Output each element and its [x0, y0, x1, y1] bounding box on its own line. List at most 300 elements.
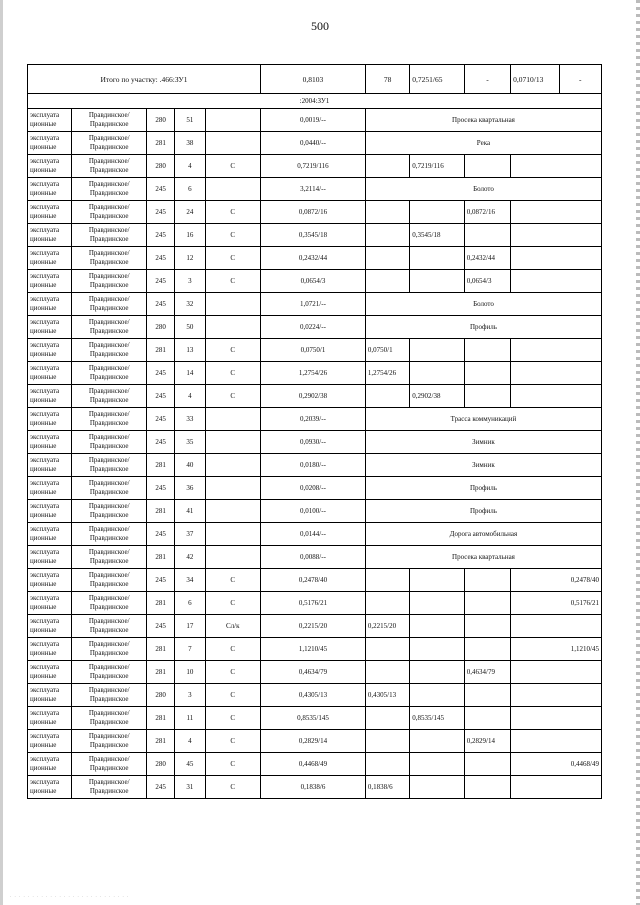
table-row	[28, 454, 602, 477]
cell-col-4	[511, 684, 602, 707]
table-row	[28, 569, 602, 592]
cell-col-2	[410, 569, 464, 592]
cell-forestry: Правдинское/ Правдинское	[72, 615, 147, 638]
cell-col-1	[365, 224, 409, 247]
cell-land-note: Зимник	[365, 454, 601, 477]
cell-col-1	[365, 707, 409, 730]
scan-edge-right	[636, 0, 640, 905]
cell-usage-type: эксплуата ционные	[28, 730, 72, 753]
cell-col-4	[511, 247, 602, 270]
table-row	[28, 316, 602, 339]
cell-area: 0,0750/1	[261, 339, 366, 362]
cell-col-2	[410, 661, 464, 684]
cell-col-4: 1,1210/45	[511, 638, 602, 661]
cell-col-4	[511, 224, 602, 247]
cell-plot: 10	[175, 661, 205, 684]
cell-col-1	[365, 592, 409, 615]
cell-quarter: 280	[147, 109, 175, 132]
cell-category: С	[205, 753, 261, 776]
cell-land-note: Река	[365, 132, 601, 155]
cell-col-1	[365, 638, 409, 661]
cell-col-4	[511, 155, 602, 178]
cell-usage-type: эксплуата ционные	[28, 224, 72, 247]
cell-area: 0,2902/38	[261, 385, 366, 408]
section-title: :2004:ЗУ1	[28, 94, 602, 109]
cell-col-3	[464, 224, 510, 247]
cell-area: 0,0930/--	[261, 431, 366, 454]
table-row	[28, 201, 602, 224]
cell-forestry: Правдинское/ Правдинское	[72, 546, 147, 569]
cell-col-3	[464, 776, 510, 799]
cell-col-4: 0,5176/21	[511, 592, 602, 615]
cell-col-1	[365, 385, 409, 408]
cell-plot: 11	[175, 707, 205, 730]
table-row	[28, 776, 602, 799]
cell-quarter: 245	[147, 270, 175, 293]
cell-col-4: 0,4468/49	[511, 753, 602, 776]
cell-forestry: Правдинское/ Правдинское	[72, 224, 147, 247]
cell-col-2	[410, 730, 464, 753]
cell-category: С	[205, 270, 261, 293]
cell-forestry: Правдинское/ Правдинское	[72, 247, 147, 270]
cell-col-1: 0,0750/1	[365, 339, 409, 362]
cell-col-2	[410, 753, 464, 776]
cell-category	[205, 316, 261, 339]
cell-plot: 34	[175, 569, 205, 592]
cell-col-2	[410, 684, 464, 707]
cell-plot: 42	[175, 546, 205, 569]
cell-area: 0,4305/13	[261, 684, 366, 707]
cell-plot: 32	[175, 293, 205, 316]
cell-land-note: Зимник	[365, 431, 601, 454]
cell-category: С	[205, 730, 261, 753]
cell-area: 1,1210/45	[261, 638, 366, 661]
cell-plot: 14	[175, 362, 205, 385]
cell-area: 0,0180/--	[261, 454, 366, 477]
cell-land-note: Трасса коммуникаций	[365, 408, 601, 431]
cell-col-2: 0,2902/38	[410, 385, 464, 408]
table-row	[28, 385, 602, 408]
cell-col-2: 0,3545/18	[410, 224, 464, 247]
cell-category	[205, 408, 261, 431]
cell-col-4	[511, 270, 602, 293]
cell-usage-type: эксплуата ционные	[28, 638, 72, 661]
table-row	[28, 270, 602, 293]
cell-forestry: Правдинское/ Правдинское	[72, 431, 147, 454]
total-v3: 0,0710/13	[511, 65, 559, 94]
table-row	[28, 707, 602, 730]
cell-forestry: Правдинское/ Правдинское	[72, 638, 147, 661]
table-row	[28, 661, 602, 684]
cell-col-3: 0,0654/3	[464, 270, 510, 293]
cell-col-2	[410, 592, 464, 615]
total-v4: -	[559, 65, 601, 94]
cell-area: 0,0019/--	[261, 109, 366, 132]
total-v2: -	[464, 65, 510, 94]
page-number: 500	[311, 19, 329, 33]
cell-quarter: 280	[147, 684, 175, 707]
cell-col-1	[365, 155, 409, 178]
cell-plot: 37	[175, 523, 205, 546]
cell-col-2	[410, 201, 464, 224]
cell-plot: 35	[175, 431, 205, 454]
cell-area: 0,2478/40	[261, 569, 366, 592]
table-row	[28, 615, 602, 638]
cell-usage-type: эксплуата ционные	[28, 523, 72, 546]
cell-usage-type: эксплуата ционные	[28, 753, 72, 776]
cell-plot: 6	[175, 592, 205, 615]
cell-quarter: 245	[147, 247, 175, 270]
cell-forestry: Правдинское/ Правдинское	[72, 155, 147, 178]
cell-col-3	[464, 753, 510, 776]
cell-quarter: 245	[147, 293, 175, 316]
cell-quarter: 281	[147, 638, 175, 661]
cell-col-2	[410, 615, 464, 638]
cell-quarter: 245	[147, 569, 175, 592]
cell-category: С	[205, 569, 261, 592]
cell-forestry: Правдинское/ Правдинское	[72, 316, 147, 339]
cell-col-3: 0,0872/16	[464, 201, 510, 224]
table-row	[28, 224, 602, 247]
table-row	[28, 684, 602, 707]
table-row	[28, 408, 602, 431]
total-area: 0,8103	[261, 65, 366, 94]
cell-usage-type: эксплуата ционные	[28, 201, 72, 224]
cell-quarter: 281	[147, 546, 175, 569]
cell-category: С	[205, 638, 261, 661]
cell-category: С	[205, 385, 261, 408]
cell-forestry: Правдинское/ Правдинское	[72, 109, 147, 132]
total-row	[28, 65, 602, 94]
cell-usage-type: эксплуата ционные	[28, 316, 72, 339]
cell-category	[205, 431, 261, 454]
cell-usage-type: эксплуата ционные	[28, 247, 72, 270]
cell-forestry: Правдинское/ Правдинское	[72, 408, 147, 431]
cell-usage-type: эксплуата ционные	[28, 684, 72, 707]
cell-area: 0,2215/20	[261, 615, 366, 638]
cell-col-3	[464, 362, 510, 385]
cell-forestry: Правдинское/ Правдинское	[72, 270, 147, 293]
cell-plot: 3	[175, 684, 205, 707]
table-row	[28, 523, 602, 546]
cell-col-3	[464, 638, 510, 661]
table-row	[28, 293, 602, 316]
cell-area: 0,0224/--	[261, 316, 366, 339]
table-row	[28, 546, 602, 569]
total-label: Итого по участку: .466:ЗУ1	[28, 65, 261, 94]
cell-quarter: 281	[147, 707, 175, 730]
cell-usage-type: эксплуата ционные	[28, 454, 72, 477]
cell-forestry: Правдинское/ Правдинское	[72, 661, 147, 684]
cell-usage-type: эксплуата ционные	[28, 155, 72, 178]
cell-col-4	[511, 776, 602, 799]
cell-quarter: 245	[147, 431, 175, 454]
cell-plot: 50	[175, 316, 205, 339]
cell-col-1: 0,2215/20	[365, 615, 409, 638]
cell-plot: 40	[175, 454, 205, 477]
cell-area: 0,0654/3	[261, 270, 366, 293]
cell-col-1: 1,2754/26	[365, 362, 409, 385]
cell-area: 0,5176/21	[261, 592, 366, 615]
cell-usage-type: эксплуата ционные	[28, 178, 72, 201]
cell-category: С	[205, 339, 261, 362]
cell-usage-type: эксплуата ционные	[28, 776, 72, 799]
cell-quarter: 245	[147, 224, 175, 247]
cell-forestry: Правдинское/ Правдинское	[72, 707, 147, 730]
cell-quarter: 281	[147, 132, 175, 155]
cell-usage-type: эксплуата ционные	[28, 592, 72, 615]
cell-col-2: 0,8535/145	[410, 707, 464, 730]
cell-quarter: 245	[147, 362, 175, 385]
cell-area: 0,7219/116	[261, 155, 366, 178]
cell-plot: 33	[175, 408, 205, 431]
forest-area-table	[27, 64, 602, 799]
cell-category	[205, 293, 261, 316]
cell-usage-type: эксплуата ционные	[28, 385, 72, 408]
cell-category	[205, 178, 261, 201]
cell-area: 3,2114/--	[261, 178, 366, 201]
cell-col-3	[464, 569, 510, 592]
cell-plot: 51	[175, 109, 205, 132]
cell-forestry: Правдинское/ Правдинское	[72, 178, 147, 201]
cell-quarter: 245	[147, 477, 175, 500]
cell-quarter: 245	[147, 385, 175, 408]
table-row	[28, 155, 602, 178]
cell-col-2	[410, 776, 464, 799]
cell-col-3: 0,2829/14	[464, 730, 510, 753]
cell-quarter: 280	[147, 155, 175, 178]
cell-land-note: Профиль	[365, 316, 601, 339]
cell-quarter: 245	[147, 201, 175, 224]
cell-forestry: Правдинское/ Правдинское	[72, 753, 147, 776]
cell-area: 0,2829/14	[261, 730, 366, 753]
cell-land-note: Просека квартальная	[365, 109, 601, 132]
cell-quarter: 245	[147, 776, 175, 799]
cell-category: С	[205, 155, 261, 178]
cell-col-2	[410, 638, 464, 661]
cell-category: С	[205, 247, 261, 270]
cell-plot: 4	[175, 155, 205, 178]
cell-area: 0,1838/6	[261, 776, 366, 799]
cell-col-1: 0,4305/13	[365, 684, 409, 707]
cell-land-note: Болото	[365, 293, 601, 316]
cell-area: 1,0721/--	[261, 293, 366, 316]
cell-col-4: 0,2478/40	[511, 569, 602, 592]
cell-category	[205, 546, 261, 569]
cell-plot: 6	[175, 178, 205, 201]
cell-category: С	[205, 224, 261, 247]
cell-col-4	[511, 707, 602, 730]
cell-area: 0,4634/79	[261, 661, 366, 684]
cell-forestry: Правдинское/ Правдинское	[72, 385, 147, 408]
cell-quarter: 281	[147, 454, 175, 477]
cell-category: С	[205, 707, 261, 730]
cell-category: С	[205, 776, 261, 799]
cell-col-4	[511, 615, 602, 638]
cell-category: С	[205, 661, 261, 684]
table-row	[28, 753, 602, 776]
cell-usage-type: эксплуата ционные	[28, 661, 72, 684]
cell-plot: 16	[175, 224, 205, 247]
cell-forestry: Правдинское/ Правдинское	[72, 454, 147, 477]
cell-col-1	[365, 569, 409, 592]
cell-col-1	[365, 270, 409, 293]
cell-col-1: 0,1838/6	[365, 776, 409, 799]
cell-usage-type: эксплуата ционные	[28, 431, 72, 454]
cell-plot: 13	[175, 339, 205, 362]
cell-plot: 17	[175, 615, 205, 638]
cell-col-1	[365, 661, 409, 684]
cell-usage-type: эксплуата ционные	[28, 707, 72, 730]
cell-usage-type: эксплуата ционные	[28, 477, 72, 500]
cell-category: С	[205, 592, 261, 615]
cell-col-4	[511, 385, 602, 408]
cell-plot: 12	[175, 247, 205, 270]
cell-area: 0,3545/18	[261, 224, 366, 247]
cell-area: 0,0208/--	[261, 477, 366, 500]
cell-forestry: Правдинское/ Правдинское	[72, 592, 147, 615]
cell-forestry: Правдинское/ Правдинское	[72, 684, 147, 707]
cell-area: 0,0144/--	[261, 523, 366, 546]
cell-col-4	[511, 730, 602, 753]
table-row	[28, 178, 602, 201]
cell-col-3	[464, 339, 510, 362]
table-row	[28, 132, 602, 155]
cell-area: 0,0088/--	[261, 546, 366, 569]
cell-col-2: 0,7219/116	[410, 155, 464, 178]
cell-quarter: 245	[147, 178, 175, 201]
table-row	[28, 592, 602, 615]
cell-area: 0,2039/--	[261, 408, 366, 431]
scan-edge-left	[0, 0, 3, 905]
cell-forestry: Правдинское/ Правдинское	[72, 500, 147, 523]
cell-category: С	[205, 201, 261, 224]
cell-usage-type: эксплуата ционные	[28, 132, 72, 155]
cell-usage-type: эксплуата ционные	[28, 293, 72, 316]
cell-usage-type: эксплуата ционные	[28, 500, 72, 523]
cell-col-4	[511, 201, 602, 224]
cell-col-2	[410, 362, 464, 385]
cell-land-note: Профиль	[365, 477, 601, 500]
cell-col-3	[464, 385, 510, 408]
cell-col-2	[410, 247, 464, 270]
cell-usage-type: эксплуата ционные	[28, 569, 72, 592]
cell-col-3: 0,2432/44	[464, 247, 510, 270]
table-row	[28, 477, 602, 500]
cell-area: 0,8535/145	[261, 707, 366, 730]
cell-usage-type: эксплуата ционные	[28, 270, 72, 293]
cell-category	[205, 523, 261, 546]
cell-col-1	[365, 247, 409, 270]
table-row	[28, 109, 602, 132]
cell-quarter: 245	[147, 408, 175, 431]
cell-plot: 36	[175, 477, 205, 500]
cell-category	[205, 132, 261, 155]
cell-usage-type: эксплуата ционные	[28, 362, 72, 385]
cell-col-1	[365, 753, 409, 776]
cell-quarter: 245	[147, 523, 175, 546]
cell-area: 0,0440/--	[261, 132, 366, 155]
table-row	[28, 431, 602, 454]
cell-quarter: 281	[147, 500, 175, 523]
cell-quarter: 281	[147, 661, 175, 684]
cell-quarter: 280	[147, 316, 175, 339]
cell-quarter: 281	[147, 592, 175, 615]
cell-col-1	[365, 730, 409, 753]
cell-category	[205, 109, 261, 132]
cell-col-3	[464, 684, 510, 707]
cell-col-3	[464, 707, 510, 730]
cell-col-2	[410, 339, 464, 362]
cell-col-3	[464, 615, 510, 638]
cell-forestry: Правдинское/ Правдинское	[72, 523, 147, 546]
cell-quarter: 281	[147, 730, 175, 753]
cell-plot: 45	[175, 753, 205, 776]
table-row	[28, 638, 602, 661]
cell-col-2	[410, 270, 464, 293]
table-row	[28, 247, 602, 270]
cell-usage-type: эксплуата ционные	[28, 408, 72, 431]
cell-area: 0,4468/49	[261, 753, 366, 776]
cell-usage-type: эксплуата ционные	[28, 546, 72, 569]
total-count: 78	[365, 65, 409, 94]
cell-land-note: Просека квартальная	[365, 546, 601, 569]
cell-plot: 41	[175, 500, 205, 523]
cell-category	[205, 500, 261, 523]
cell-plot: 4	[175, 730, 205, 753]
cell-usage-type: эксплуата ционные	[28, 109, 72, 132]
cell-forestry: Правдинское/ Правдинское	[72, 569, 147, 592]
cell-plot: 7	[175, 638, 205, 661]
table-row	[28, 730, 602, 753]
cell-category: С	[205, 684, 261, 707]
section-header-row	[28, 94, 602, 109]
cell-forestry: Правдинское/ Правдинское	[72, 776, 147, 799]
cell-land-note: Болото	[365, 178, 601, 201]
scan-footer-noise: . . . . . . . . . . . . . . . . . . . . . . . . . . .	[10, 894, 130, 899]
cell-forestry: Правдинское/ Правдинское	[72, 339, 147, 362]
cell-col-4	[511, 339, 602, 362]
cell-col-4	[511, 362, 602, 385]
cell-col-3	[464, 155, 510, 178]
cell-category: Сл/к	[205, 615, 261, 638]
cell-forestry: Правдинское/ Правдинское	[72, 730, 147, 753]
table-row	[28, 362, 602, 385]
cell-forestry: Правдинское/ Правдинское	[72, 132, 147, 155]
cell-land-note: Профиль	[365, 500, 601, 523]
cell-plot: 38	[175, 132, 205, 155]
cell-land-note: Дорога автомобильная	[365, 523, 601, 546]
cell-plot: 4	[175, 385, 205, 408]
cell-quarter: 245	[147, 615, 175, 638]
cell-col-4	[511, 661, 602, 684]
cell-plot: 31	[175, 776, 205, 799]
cell-usage-type: эксплуата ционные	[28, 615, 72, 638]
cell-usage-type: эксплуата ционные	[28, 339, 72, 362]
cell-col-1	[365, 201, 409, 224]
cell-category	[205, 477, 261, 500]
cell-forestry: Правдинское/ Правдинское	[72, 201, 147, 224]
cell-area: 0,0100/--	[261, 500, 366, 523]
cell-area: 0,2432/44	[261, 247, 366, 270]
total-v1: 0,7251/65	[410, 65, 464, 94]
cell-forestry: Правдинское/ Правдинское	[72, 293, 147, 316]
cell-quarter: 280	[147, 753, 175, 776]
cell-plot: 3	[175, 270, 205, 293]
cell-category	[205, 454, 261, 477]
cell-category: С	[205, 362, 261, 385]
table-row	[28, 500, 602, 523]
